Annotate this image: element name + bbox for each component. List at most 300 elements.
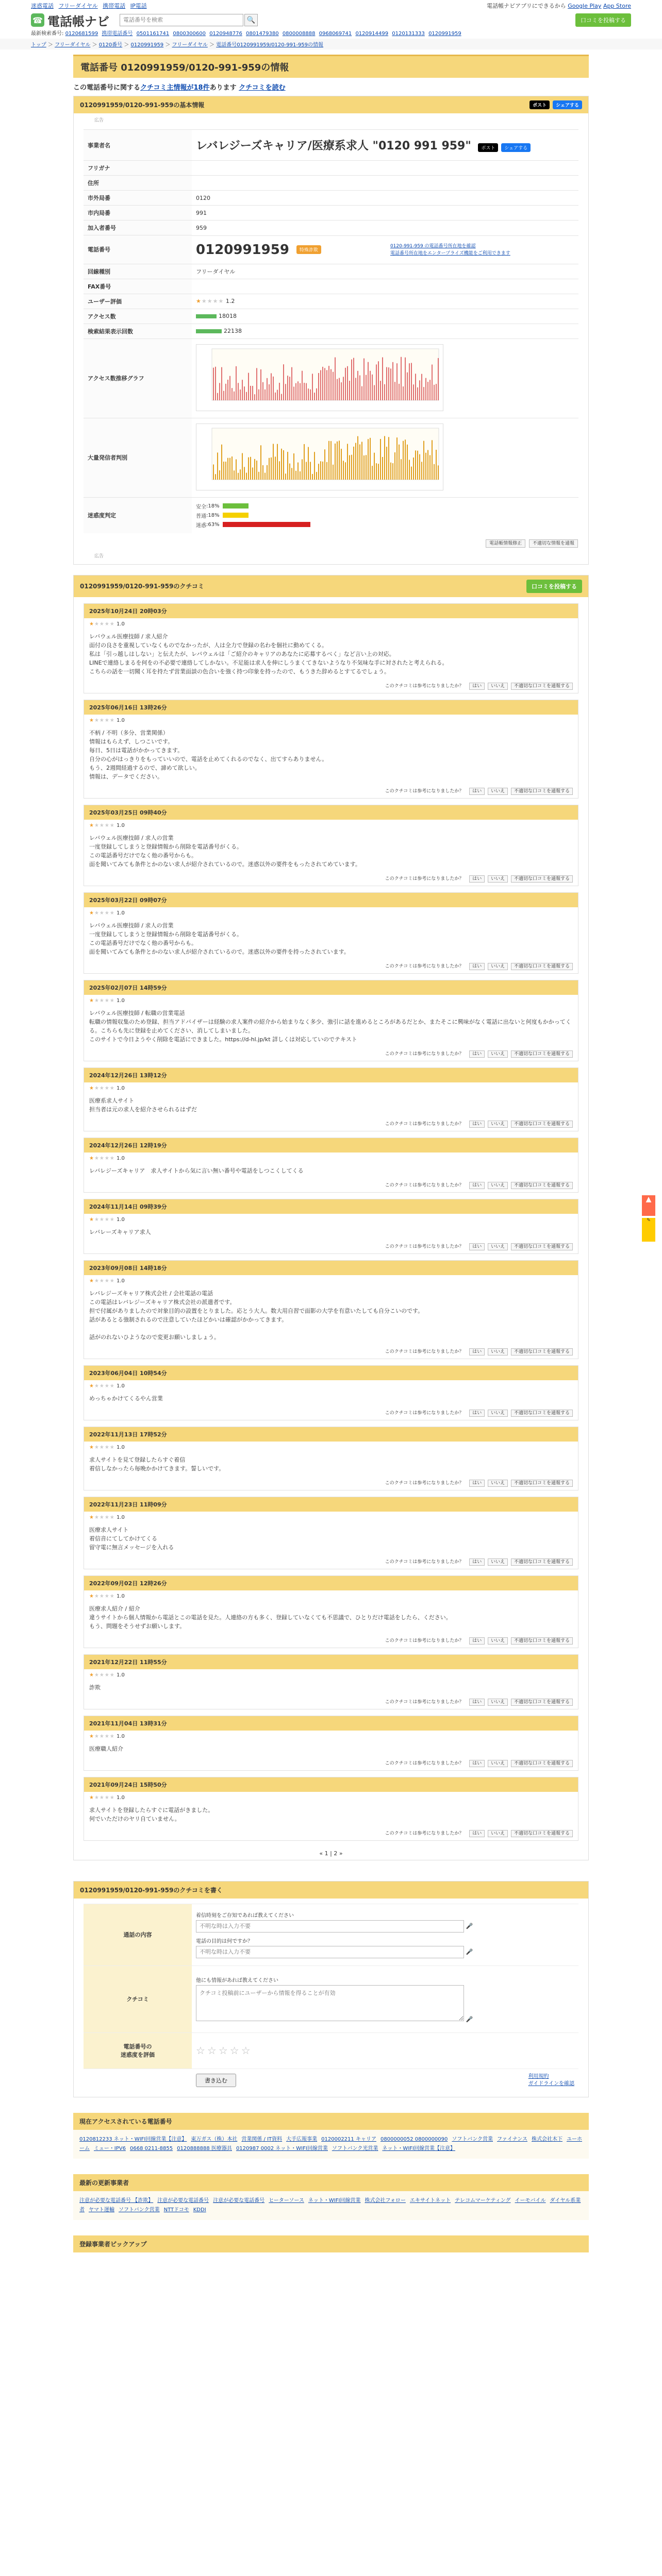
breadcrumb-item[interactable]: 電話番号0120991959/0120-991-959の情報	[216, 42, 324, 48]
review-rating	[84, 1082, 578, 1094]
review-stars: ★★★★★	[89, 717, 115, 723]
review-date: 2025年06月16日 13時26分	[84, 700, 578, 715]
form-label: クチコミ	[84, 1965, 192, 2032]
helpful-yes-button[interactable]: はい	[469, 875, 485, 883]
chart-bar	[419, 380, 420, 400]
chart-bar	[297, 462, 299, 479]
chart-bar	[376, 364, 377, 400]
latest-update-link[interactable]: ソフトバンク営業	[119, 2207, 160, 2213]
topbar-link-3[interactable]: 携帯電話	[103, 3, 126, 9]
chart-bar	[372, 466, 373, 480]
recent-access-link[interactable]: ソフトバンク営業	[452, 2137, 493, 2142]
report-review-button[interactable]: 不適切な口コミを通報する	[511, 1410, 573, 1417]
chart-bar	[264, 389, 266, 400]
page-title: 電話番号 0120991959/0120-991-959の情報	[73, 55, 589, 78]
chart-bar	[438, 358, 439, 400]
chart-bar	[225, 383, 226, 400]
latest-update-heading: 最新の更新事業者	[73, 2174, 589, 2191]
recent-access-link[interactable]: 株式会社木下	[532, 2137, 562, 2142]
judge-label: 普通	[196, 513, 206, 519]
topbar-link-1[interactable]: 迷惑電話	[31, 3, 54, 9]
chart-bar	[300, 383, 301, 400]
latest-update-link[interactable]: テレコムマーケティング	[455, 2198, 511, 2204]
helpful-yes-button[interactable]: はい	[469, 1182, 485, 1189]
access-count: 18018	[219, 313, 237, 319]
chart-bar	[333, 371, 334, 400]
report-review-button[interactable]: 不適切な口コミを通報する	[511, 1558, 573, 1566]
info-row	[84, 324, 578, 338]
facebook-share-button[interactable]: シェアする	[553, 100, 582, 109]
review-notice	[73, 82, 589, 92]
helpful-no-button[interactable]: いいえ	[488, 963, 508, 970]
chart-bar	[308, 388, 309, 400]
recent-number[interactable]: 0120991959	[428, 31, 461, 37]
chart-bar	[419, 454, 420, 479]
mic-icon[interactable]: 🎤	[466, 2015, 473, 2023]
info-key: 住所	[84, 176, 192, 191]
user-rating-stars: ★★★★★	[196, 298, 224, 304]
chart-bar	[345, 462, 346, 480]
review-body: 求人サイトを登録したらすぐに電話がきました。 何でいただけのヤリ自ていません。	[89, 1806, 214, 1822]
site-logo[interactable]	[31, 11, 109, 29]
chart-bar	[310, 462, 311, 480]
chart-bar	[394, 382, 395, 400]
latest-update-link[interactable]: KDDI	[193, 2207, 206, 2213]
info-row	[84, 191, 578, 206]
recent-number[interactable]: 0501161741	[136, 31, 170, 37]
report-review-button[interactable]: 不適切な口コミを通報する	[511, 1480, 573, 1487]
chart-bar	[236, 366, 237, 400]
topbar-link-4[interactable]: IP電話	[130, 3, 147, 9]
chart-bar	[368, 439, 369, 480]
judge-bar	[223, 513, 249, 518]
chart-bar	[287, 376, 288, 400]
report-review-button[interactable]: 不適切な口コミを通報する	[511, 1121, 573, 1128]
helpful-yes-button[interactable]: はい	[469, 1830, 485, 1837]
chart-bar	[302, 459, 303, 480]
read-reviews-link[interactable]: クチコミを読む	[239, 84, 286, 92]
review-rating-value: 1.0	[117, 1794, 125, 1801]
recent-access-link[interactable]: ユーホーム	[79, 2137, 582, 2151]
chart-bar	[293, 386, 294, 400]
review-feedback	[84, 1346, 578, 1359]
form-heading	[74, 1882, 588, 1899]
review-card	[84, 980, 578, 1061]
info-key: 事業者名	[84, 130, 192, 161]
recent-number[interactable]: 0800008888	[282, 31, 316, 37]
helpful-no-button[interactable]: いいえ	[488, 788, 508, 795]
chart-bar	[221, 444, 222, 479]
chart-bar	[283, 450, 284, 479]
latest-update-link[interactable]: 注意が必要な電話番号 【詐欺】	[79, 2198, 154, 2204]
chart-bar	[215, 474, 216, 480]
helpful-yes-button[interactable]: はい	[469, 683, 485, 690]
recent-access-link[interactable]: 0120987 0002 ネット・WIFI回線営業	[236, 2146, 328, 2151]
recent-access-list	[73, 2130, 589, 2159]
chart-bar	[423, 440, 424, 479]
chart-bar	[262, 382, 263, 400]
review-card	[84, 1654, 578, 1709]
chart-bar	[318, 373, 319, 400]
report-review-button[interactable]: 不適切な口コミを通報する	[511, 1243, 573, 1250]
form-row	[84, 2032, 578, 2069]
call-purpose-input[interactable]	[196, 1946, 464, 1958]
pickup-section	[73, 2235, 589, 2252]
review-date: 2022年09月02日 12時26分	[84, 1576, 578, 1590]
helpful-no-button[interactable]: いいえ	[488, 1699, 508, 1706]
reviews-title: 0120991959/0120-991-959のクチコミ	[80, 583, 204, 590]
review-rating-value: 1.0	[117, 1085, 125, 1091]
review-rating	[84, 1512, 578, 1523]
pagination[interactable]: « 1 | 2 »	[319, 1850, 343, 1857]
chart-bar	[349, 380, 350, 400]
review-stars: ★★★★★	[89, 1733, 115, 1739]
helpful-yes-button[interactable]: はい	[469, 963, 485, 970]
chart-bar	[250, 385, 251, 400]
chart-bar	[333, 464, 334, 479]
info-value: フリーダイヤル	[192, 264, 578, 279]
report-review-button[interactable]: 不適切な口コミを通報する	[511, 683, 573, 690]
helpful-question: このクチコミは参考になりましたか？	[385, 1121, 464, 1127]
chart-bar	[275, 392, 276, 400]
review-form	[73, 1881, 589, 2098]
report-review-button[interactable]: 不適切な口コミを通報する	[511, 1699, 573, 1706]
info-key: 加入者番号	[84, 221, 192, 235]
report-review-button[interactable]: 不適切な口コミを通報する	[511, 963, 573, 970]
review-card	[84, 892, 578, 974]
recent-access-link[interactable]: 東万ガス（株）本社	[191, 2137, 238, 2142]
write-review-float-button[interactable]	[642, 1218, 655, 1242]
basic-info-panel	[73, 96, 589, 565]
mic-icon[interactable]: 🎤	[466, 1923, 473, 1929]
x-post-button[interactable]: ポスト	[529, 100, 550, 109]
info-table	[84, 129, 578, 533]
chart-bar	[246, 472, 247, 479]
recent-access-link[interactable]: ソフトバンク光営業	[332, 2146, 378, 2151]
chart-bar	[269, 457, 270, 479]
recent-access-link[interactable]: 大手広報事業	[286, 2137, 318, 2142]
info-row	[84, 264, 578, 279]
business-name: レバレジーズキャリア/医療系求人 "0120 991 959"	[196, 140, 471, 152]
review-date: 2023年09月08日 14時18分	[84, 1261, 578, 1275]
recent-access-link[interactable]: ネット・WIFI回線営業【注意】	[382, 2146, 455, 2151]
chart-bar	[271, 373, 272, 400]
chart-bar	[380, 381, 381, 400]
helpful-yes-button[interactable]: はい	[469, 1699, 485, 1706]
review-feedback	[84, 1477, 578, 1490]
review-card	[84, 1260, 578, 1359]
report-review-button[interactable]: 不適切な口コミを通報する	[511, 1637, 573, 1645]
review-rating-value: 1.0	[117, 1216, 125, 1223]
post-review-button[interactable]: 口コミを投稿する	[575, 13, 631, 27]
chart-bar	[260, 369, 261, 400]
app-store-link[interactable]: App Store	[603, 3, 631, 9]
report-review-button[interactable]: 不適切な口コミを通報する	[511, 1050, 573, 1058]
chart-bar	[231, 388, 233, 400]
latest-update-link[interactable]: イーモバイル	[515, 2198, 546, 2204]
judge-label: 迷惑	[196, 522, 206, 529]
share-inline	[478, 143, 531, 152]
chart-bar	[213, 464, 214, 479]
search-input[interactable]	[120, 14, 243, 26]
recent-number[interactable]: 0968069741	[319, 31, 352, 37]
recent-number[interactable]: 0120681599	[65, 31, 98, 37]
chart-bar	[425, 378, 426, 400]
chart-bar	[273, 444, 274, 480]
search-result-bar	[196, 329, 222, 333]
info-row	[84, 130, 578, 161]
form-question: 着信時刻をご存知であれば教えてください	[196, 1913, 294, 1919]
recent-access-link[interactable]: ミュー・IPV6	[94, 2146, 126, 2151]
helpful-yes-button[interactable]: はい	[469, 788, 485, 795]
latest-update-link[interactable]: 注意が必要な電話番号	[213, 2198, 265, 2204]
helpful-no-button[interactable]: いいえ	[488, 1121, 508, 1128]
report-review-button[interactable]: 不適切な口コミを通報する	[511, 1182, 573, 1189]
chart-bar	[260, 445, 261, 480]
chart-bar	[407, 372, 408, 400]
chart-bar	[388, 437, 389, 480]
review-card	[84, 1365, 578, 1420]
chart-bar	[302, 370, 303, 400]
search-result-count: 22138	[224, 328, 242, 334]
review-feedback	[84, 785, 578, 798]
mic-icon[interactable]: 🎤	[466, 1948, 473, 1955]
terms-link[interactable]: 利用規約	[528, 2074, 549, 2079]
phone-number: 0120991959	[196, 242, 289, 258]
chart-bar	[314, 393, 315, 400]
recent-number[interactable]: 0120131333	[392, 31, 425, 37]
latest-update-link[interactable]: ヤマト運輸	[89, 2207, 114, 2213]
review-rating	[84, 1731, 578, 1742]
recent-number[interactable]: 0120948776	[209, 31, 242, 37]
review-card	[84, 805, 578, 886]
chart-bar	[347, 366, 348, 400]
helpful-yes-button[interactable]: はい	[469, 1480, 485, 1487]
review-body: レバレジーズキャリア 求人サイトから気に言い無い番号や電話をしつこくしてくる	[89, 1167, 304, 1174]
helpful-no-button[interactable]: いいえ	[488, 1243, 508, 1250]
recent-number[interactable]: 0120914499	[355, 31, 389, 37]
latest-update-list	[73, 2191, 589, 2220]
location-link[interactable]: 0120-991-959 の電話番号所在地を確認	[390, 243, 476, 249]
chart-bar	[432, 440, 433, 480]
helpful-no-button[interactable]: いいえ	[488, 1410, 508, 1417]
guideline-link[interactable]: ガイドラインを確認	[528, 2081, 574, 2087]
search-icon: 🔍	[246, 16, 256, 24]
call-time-input[interactable]	[196, 1920, 464, 1933]
review-card	[84, 1427, 578, 1490]
helpful-yes-button[interactable]: はい	[469, 1410, 485, 1417]
info-value: 0120	[192, 191, 578, 206]
chart-bar	[349, 455, 350, 479]
recent-access-link[interactable]: 0800000052 0800000090	[380, 2137, 448, 2142]
chart-bar	[401, 357, 402, 400]
helpful-yes-button[interactable]: はい	[469, 1243, 485, 1250]
x-post-button[interactable]: ポスト	[478, 143, 498, 152]
review-count-link[interactable]: クチコミ主情報が18件	[140, 84, 210, 92]
recent-access-link[interactable]: 0120002211 キャリア	[321, 2137, 376, 2142]
review-card	[84, 700, 578, 799]
review-date: 2021年09月24日 15時50分	[84, 1777, 578, 1792]
chart-bar	[242, 453, 243, 479]
latest-update-link[interactable]: 株式会社フォロー	[365, 2198, 406, 2204]
breadcrumb-item[interactable]: 0120番号	[98, 42, 123, 48]
chart-bar	[293, 453, 294, 480]
form-label: 通話の内容	[84, 1904, 192, 1965]
chart-bar	[289, 377, 290, 400]
edit-info-button[interactable]: 電話帳情報修正	[486, 539, 525, 548]
recent-access-link[interactable]: 営業関係 / IT資料	[241, 2137, 283, 2142]
breadcrumb-item[interactable]: フリーダイヤル	[55, 42, 91, 48]
review-feedback	[84, 960, 578, 973]
helpful-yes-button[interactable]: はい	[469, 1558, 485, 1566]
review-feedback	[84, 1635, 578, 1648]
submit-review-button[interactable]: 書き込む	[196, 2074, 236, 2087]
side-fixed-buttons	[642, 1195, 655, 1242]
review-rating-value: 1.0	[117, 717, 125, 723]
report-review-button[interactable]: 不適切な口コミを通報する	[511, 1830, 573, 1837]
review-stars: ★★★★★	[89, 910, 115, 916]
facebook-share-button[interactable]: シェアする	[501, 143, 531, 152]
review-rating	[84, 1214, 578, 1226]
chart-bar	[401, 459, 402, 480]
logo-text: 電話帳ナビ	[47, 14, 109, 29]
topbar-link-2[interactable]: フリーダイヤル	[58, 3, 98, 9]
helpful-yes-button[interactable]: はい	[469, 1348, 485, 1355]
report-review-button[interactable]: 不適切な口コミを通報する	[511, 1348, 573, 1355]
chart-bar	[363, 455, 365, 480]
breadcrumb-item[interactable]: 0120991959	[130, 42, 164, 48]
pickup-heading: 登録事業者ピックアップ	[73, 2235, 589, 2252]
topbar	[0, 0, 662, 11]
helpful-no-button[interactable]: いいえ	[488, 1637, 508, 1645]
helpful-no-button[interactable]: いいえ	[488, 875, 508, 883]
latest-update-link[interactable]: ダイヤル系業者	[79, 2198, 581, 2213]
review-stars: ★★★★★	[89, 1593, 115, 1599]
helpful-no-button[interactable]: いいえ	[488, 1558, 508, 1566]
chart-bar	[229, 376, 230, 400]
helpful-no-button[interactable]: いいえ	[488, 1830, 508, 1837]
judge-pct: 18%	[208, 503, 220, 509]
chart-bar	[359, 444, 360, 479]
recent-access-link[interactable]: 0668 0211-8855	[129, 2146, 173, 2151]
enterprise-link[interactable]: 電話番号所在地をエンタープライズ機能をご利用できます	[390, 250, 510, 256]
chart-bar	[353, 446, 354, 479]
chart-bar	[320, 461, 321, 480]
chart-bar	[341, 449, 342, 480]
helpful-question: このクチコミは参考になりましたか？	[385, 1244, 464, 1249]
chart-bar	[277, 444, 278, 479]
chart-bar	[411, 466, 412, 479]
review-stars: ★★★★★	[89, 1383, 115, 1389]
review-body: 医療系求人サイト 担当者は元の求人を紹介させられるはずだ	[89, 1097, 197, 1113]
chart-bar	[378, 464, 379, 480]
info-value: 991	[192, 206, 578, 221]
latest-update-link[interactable]: ヒーターソース	[269, 2198, 304, 2204]
chart-bar	[370, 370, 371, 400]
chart-bar	[291, 367, 292, 400]
helpful-yes-button[interactable]: はい	[469, 1760, 485, 1767]
chart-bar	[324, 449, 325, 480]
review-body: レバウェル医療技師 / 求人の営業 一度登録してしまうと登録情報から削除を電話番号がくる。 この電話番号だけでなく他の番号からも。 面を聞いてみても条件とかのない求人が紹介されているので。迷惑以外の要件をもったされてめています。	[89, 834, 361, 868]
basic-info-title: 0120991959/0120-991-959の基本情報	[80, 101, 205, 109]
review-feedback	[84, 1827, 578, 1840]
recent-number[interactable]: 0800300600	[173, 31, 206, 37]
recent-access-link[interactable]: 0120888888 医療器具	[177, 2146, 232, 2151]
helpful-yes-button[interactable]: はい	[469, 1050, 485, 1058]
latest-update-link[interactable]: 注意が必要な電話番号	[157, 2198, 209, 2204]
helpful-no-button[interactable]: いいえ	[488, 1050, 508, 1058]
rating-stars-input[interactable]: ☆☆☆☆☆	[196, 2044, 253, 2057]
recent-number[interactable]: 0801479380	[246, 31, 279, 37]
review-rating-value: 1.0	[117, 822, 125, 828]
scroll-top-button[interactable]	[642, 1195, 655, 1216]
chart-bar	[392, 362, 393, 400]
report-info-button[interactable]: 不適切な情報を通報	[529, 539, 578, 548]
review-textarea[interactable]	[196, 1985, 464, 2021]
helpful-no-button[interactable]: いいえ	[488, 1182, 508, 1189]
chart-bar	[403, 440, 404, 479]
helpful-no-button[interactable]: いいえ	[488, 683, 508, 690]
review-date: 2021年12月22日 11時55分	[84, 1655, 578, 1669]
chart-bar	[427, 382, 428, 400]
chart-bar	[335, 443, 336, 479]
form-question: 他にも情報があれば教えてください	[196, 1977, 278, 1984]
review-rating	[84, 1669, 578, 1681]
judge-safe: 安全 : 18%	[196, 502, 574, 510]
latest-update-link[interactable]: NTTドコモ	[163, 2207, 189, 2213]
chart-bar	[345, 367, 346, 400]
report-review-button[interactable]: 不適切な口コミを通報する	[511, 875, 573, 883]
chart-bar	[343, 377, 344, 400]
latest-update-link[interactable]: エキサイトネット	[409, 2198, 451, 2204]
recent-access-link[interactable]: ファイナンス	[497, 2137, 527, 2142]
review-body: 詐欺	[89, 1684, 101, 1691]
latest-update-link[interactable]: ネット・WIFI回線営業	[308, 2198, 361, 2204]
review-stars: ★★★★★	[89, 1794, 115, 1801]
helpful-no-button[interactable]: いいえ	[488, 1348, 508, 1355]
report-review-button[interactable]: 不適切な口コミを通報する	[511, 1760, 573, 1767]
chart-bar	[258, 471, 259, 479]
recent-number[interactable]: 携帯電話番号	[102, 31, 133, 37]
helpful-no-button[interactable]: いいえ	[488, 1480, 508, 1487]
form-title: 0120991959/0120-991-959のクチコミを書く	[80, 1886, 223, 1894]
breadcrumb-item[interactable]: トップ	[31, 42, 46, 48]
review-rating-value: 1.0	[117, 1514, 125, 1520]
judge-pct: 18%	[208, 512, 220, 518]
search-button[interactable]	[244, 14, 258, 26]
review-date: 2024年12月26日 12時19分	[84, 1138, 578, 1153]
helpful-no-button[interactable]: いいえ	[488, 1760, 508, 1767]
review-date: 2024年12月26日 13時12分	[84, 1068, 578, 1082]
breadcrumb-item[interactable]: フリーダイヤル	[172, 42, 208, 48]
chart-bar	[244, 467, 245, 480]
review-body: 医療求人紹介 / 紹介 違うサイトから個人情報から電話とこの電話を見た。人連絡の方も多く、登録していなくても不思議で、ひとりだけ電話をしたら、ください。 もう、問題をそうせずお願いします。	[89, 1605, 452, 1630]
recent-access-link[interactable]: 0120812233 ネット・WIFI回線営業【注意】	[79, 2137, 187, 2142]
report-review-button[interactable]: 不適切な口コミを通報する	[511, 788, 573, 795]
info-value	[192, 279, 578, 294]
review-body: 医療求人サイト 着信音にてしてかけてくる 留守電に無言メッセージを入れる	[89, 1526, 174, 1551]
chart-bar	[436, 384, 437, 400]
chart-bar	[363, 358, 365, 400]
review-date: 2025年02月07日 14時59分	[84, 980, 578, 995]
chart-bar	[328, 366, 329, 400]
chart-bar	[382, 456, 383, 479]
chart-bar	[273, 376, 274, 400]
helpful-yes-button[interactable]: はい	[469, 1637, 485, 1645]
helpful-yes-button[interactable]: はい	[469, 1121, 485, 1128]
post-review-button[interactable]: 口コミを投稿する	[526, 580, 582, 593]
google-play-link[interactable]: Google Play	[568, 3, 602, 9]
